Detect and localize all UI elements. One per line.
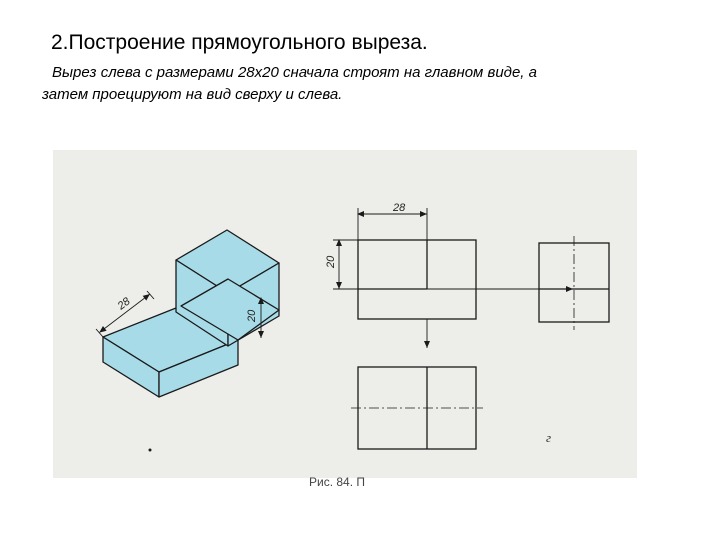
drawing-figure (53, 150, 637, 489)
front-view (358, 240, 476, 319)
iso-dim-height-label: 20 (246, 309, 258, 322)
drawing-dot (149, 449, 152, 452)
figure-caption-fragment: Рис. 84. П (309, 475, 366, 489)
front-dim-width-label: 28 (393, 202, 406, 214)
view-label: г (546, 430, 552, 445)
slide-description (42, 62, 682, 106)
iso-dim-width-label: 28 (115, 295, 133, 313)
slide-title: 2.Построение прямоугольного выреза. (51, 31, 428, 54)
description-line-1: Вырез слева с размерами 28х20 сначала строят на главном виде, а (52, 64, 537, 81)
description-line-2: затем проецируют на вид сверху и слева. (42, 86, 343, 103)
front-dim-height-label: 20 (325, 255, 337, 268)
drawing-svg (53, 150, 637, 489)
